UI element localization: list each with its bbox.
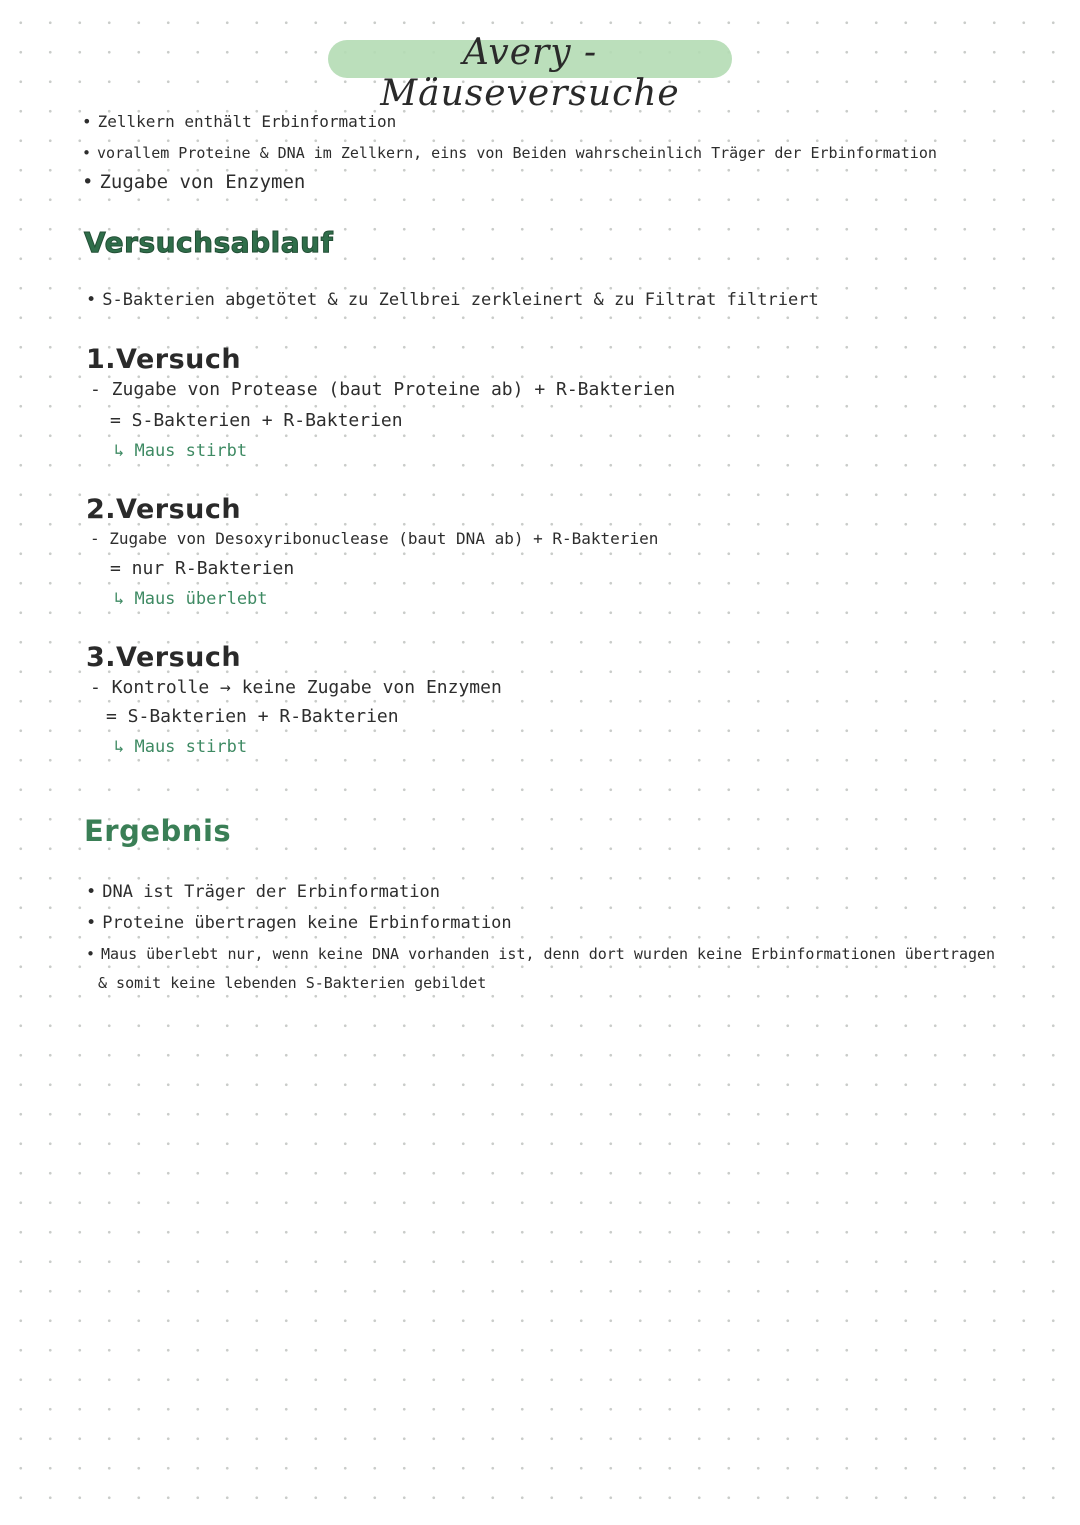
intro-bullet-3 (82, 171, 305, 193)
intro-text-1: Zellkern enthält Erbinformation (97, 112, 397, 131)
experiment-1-step: - Zugabe von Protease (baut Proteine ab) + R-Bakterien (90, 379, 676, 400)
bullet-dot: • (82, 171, 94, 193)
bullet-dot: • (86, 913, 97, 933)
experiment-3-equals: = S-Bakterien + R-Bakterien (106, 706, 399, 727)
experiment-2-result: ↳ Maus überlebt (114, 589, 268, 609)
conclusion-bullet-3 (86, 945, 995, 963)
conclusion-heading: Ergebnis (84, 814, 232, 848)
bullet-dot: • (86, 945, 96, 963)
page-title: Avery - Mäuseversuche (380, 32, 680, 114)
bullet-dot: • (86, 290, 97, 310)
experiment-2-heading: 2.Versuch (86, 494, 242, 525)
procedure-heading: Versuchsablauf (84, 226, 334, 259)
experiment-1-equals: = S-Bakterien + R-Bakterien (110, 410, 403, 431)
experiment-3-step: - Kontrolle → keine Zugabe von Enzymen (90, 677, 502, 698)
conclusion-text-2: Proteine übertragen keine Erbinformation (102, 913, 512, 933)
intro-bullet-1 (82, 112, 396, 131)
conclusion-text-1: DNA ist Träger der Erbinformation (102, 882, 441, 902)
title-block (328, 32, 734, 114)
experiment-2-equals: = nur R-Bakterien (110, 558, 295, 579)
bullet-dot: • (86, 882, 97, 902)
experiment-1-heading: 1.Versuch (86, 344, 242, 375)
experiment-3-result: ↳ Maus stirbt (114, 737, 248, 757)
conclusion-text-3: Maus überlebt nur, wenn keine DNA vorhanden ist, denn dort wurden keine Erbinformationen übertragen (101, 945, 996, 963)
conclusion-bullet-2 (86, 913, 512, 933)
procedure-bullet (86, 290, 819, 310)
intro-text-3: Zugabe von Enzymen (99, 171, 306, 193)
conclusion-continuation: & somit keine lebenden S-Bakterien gebildet (98, 974, 487, 992)
intro-text-2: vorallem Proteine & DNA im Zellkern, eins von Beiden wahrscheinlich Träger der Erbinformation (97, 144, 937, 162)
experiment-2-step: - Zugabe von Desoxyribonuclease (baut DNA ab) + R-Bakterien (90, 529, 659, 548)
conclusion-bullet-1 (86, 882, 440, 902)
experiment-1-result: ↳ Maus stirbt (114, 441, 248, 461)
experiment-3-heading: 3.Versuch (86, 642, 242, 673)
bullet-dot: • (82, 112, 92, 131)
procedure-text: S-Bakterien abgetötet & zu Zellbrei zerkleinert & zu Filtrat filtriert (102, 290, 819, 310)
bullet-dot: • (82, 144, 92, 162)
intro-bullet-2 (82, 144, 937, 162)
